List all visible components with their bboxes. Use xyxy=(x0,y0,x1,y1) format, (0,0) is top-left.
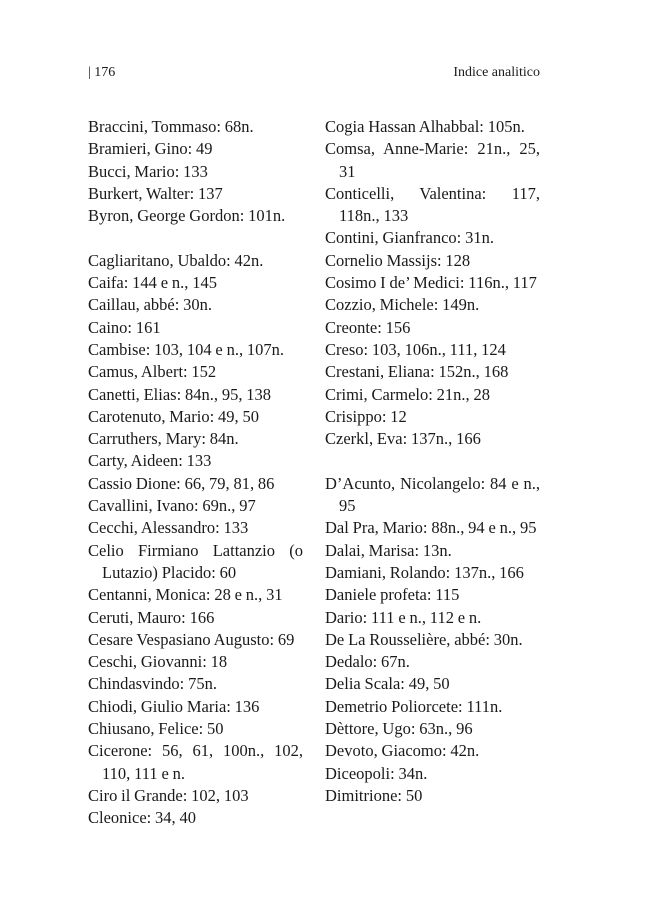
index-entry: Dedalo: 67n. xyxy=(325,652,410,672)
index-entry: Comsa, Anne-Marie: 21n., 25, 31 xyxy=(325,139,540,181)
index-entry: Chiusano, Felice: 50 xyxy=(88,719,224,739)
index-entry: Crisippo: 12 xyxy=(325,406,407,426)
group-gap xyxy=(88,227,303,249)
index-column-right xyxy=(325,116,540,807)
index-entry: Daniele profeta: 115 xyxy=(325,585,460,605)
index-entry: Chiodi, Giulio Maria: 136 xyxy=(88,696,260,716)
index-entry: De La Rousselière, abbé: 30n. xyxy=(325,629,523,649)
index-entry: Carruthers, Mary: 84n. xyxy=(88,429,239,449)
index-group-d xyxy=(325,473,540,807)
index-entry: Ciro il Grande: 102, 103 xyxy=(88,785,249,805)
index-entry: Caifa: 144 e n., 145 xyxy=(88,273,217,293)
index-entry: Demetrio Poliorcete: 111n. xyxy=(325,696,503,716)
index-entry: Canetti, Elias: 84n., 95, 138 xyxy=(88,384,272,404)
index-group-c xyxy=(88,250,303,830)
index-group-c-continued xyxy=(325,116,540,450)
index-entry: Creso: 103, 106n., 111, 124 xyxy=(325,339,506,359)
index-entry: Diceopoli: 34n. xyxy=(325,763,428,783)
index-entry: Carty, Aideen: 133 xyxy=(88,451,212,471)
index-entry: Delia Scala: 49, 50 xyxy=(325,674,450,694)
index-entry: Crimi, Carmelo: 21n., 28 xyxy=(325,384,491,404)
index-entry: Cleonice: 34, 40 xyxy=(88,808,197,828)
index-entry: Chindasvindo: 75n. xyxy=(88,674,217,694)
index-entry: Cagliaritano, Ubaldo: 42n. xyxy=(88,250,264,270)
index-entry: Centanni, Monica: 28 e n., 31 xyxy=(88,585,283,605)
page-number: | 176 xyxy=(88,65,116,80)
index-entry: Dimitrione: 50 xyxy=(325,785,423,805)
index-entry: Cicerone: 56, 61, 100n., 102, 110, 111 e n. xyxy=(88,741,303,783)
index-entry: Conticelli, Valentina: 117, 118n., 133 xyxy=(325,183,540,226)
index-column-left xyxy=(88,116,303,830)
index-entry: Cosimo I de’ Medici: 116n., 117 xyxy=(325,273,537,293)
index-entry: Dario: 111 e n., 112 e n. xyxy=(325,607,482,627)
index-entry: Cogia Hassan Alhabbal: 105n. xyxy=(325,117,525,136)
index-entry: Damiani, Rolando: 137n., 166 xyxy=(325,562,524,582)
index-entry: Cassio Dione: 66, 79, 81, 86 xyxy=(88,473,275,493)
index-entry: Czerkl, Eva: 137n., 166 xyxy=(325,429,481,449)
index-entry: Ceruti, Mauro: 166 xyxy=(88,607,215,627)
index-entry: Camus, Albert: 152 xyxy=(88,362,217,382)
group-gap xyxy=(325,450,540,472)
index-entry: Cambise: 103, 104 e n., 107n. xyxy=(88,339,285,359)
index-entry: Braccini, Tommaso: 68n. xyxy=(88,117,254,136)
index-entry: Caillau, abbé: 30n. xyxy=(88,295,213,315)
index-entry: Crestani, Eliana: 152n., 168 xyxy=(325,362,509,382)
index-entry: Burkert, Walter: 137 xyxy=(88,183,223,203)
index-entry: Bucci, Mario: 133 xyxy=(88,161,208,181)
index-entry: Cozzio, Michele: 149n. xyxy=(325,295,480,315)
running-title: Indice analitico xyxy=(453,65,540,80)
index-entry: Cavallini, Ivano: 69n., 97 xyxy=(88,496,256,516)
index-entry: Contini, Gianfranco: 31n. xyxy=(325,228,494,248)
index-entry: D’Acunto, Nicolangelo: 84 e n., 95 xyxy=(325,473,540,516)
index-entry: Creonte: 156 xyxy=(325,317,411,337)
index-entry: Ceschi, Giovanni: 18 xyxy=(88,652,228,672)
index-group-b xyxy=(88,116,303,227)
index-entry: Byron, George Gordon: 101n. xyxy=(88,206,286,226)
index-entry: Cornelio Massijs: 128 xyxy=(325,250,471,270)
index-entry: Caino: 161 xyxy=(88,317,161,337)
index-entry: Carotenuto, Mario: 49, 50 xyxy=(88,406,259,426)
index-entry: Cesare Vespasiano Augusto: 69 xyxy=(88,629,295,649)
index-entry: Celio Firmiano Lattanzio (o Lutazio) Placido: 60 xyxy=(88,540,303,582)
index-entry: Dalai, Marisa: 13n. xyxy=(325,540,452,560)
running-header xyxy=(88,62,540,84)
index-entry: Dèttore, Ugo: 63n., 96 xyxy=(325,719,473,739)
index-entry: Cecchi, Alessandro: 133 xyxy=(88,518,249,538)
index-entry: Devoto, Giacomo: 42n. xyxy=(325,741,480,761)
index-entry: Bramieri, Gino: 49 xyxy=(88,139,213,159)
index-entry: Dal Pra, Mario: 88n., 94 e n., 95 xyxy=(325,518,537,538)
